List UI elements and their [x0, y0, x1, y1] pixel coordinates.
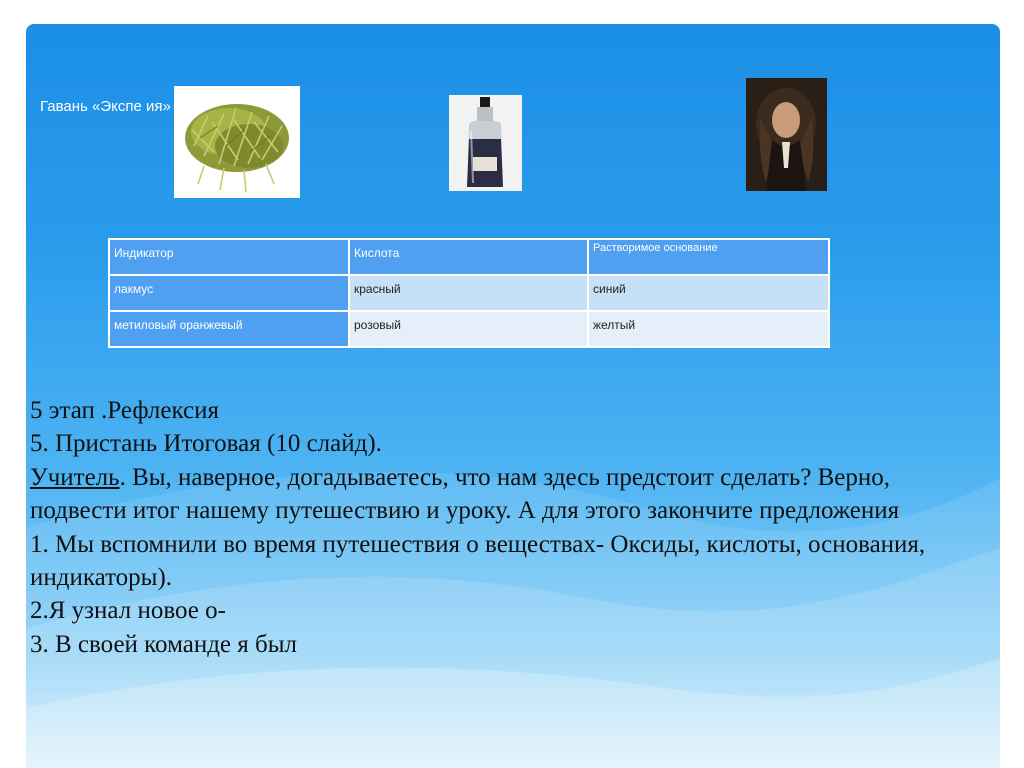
table-cell: синий [588, 275, 829, 311]
stage-title: 5 этап .Рефлексия [30, 397, 219, 424]
list-item: 3. В своей команде я был [30, 630, 298, 658]
table-header-cell: Растворимое основание [588, 239, 829, 275]
slide [26, 24, 1000, 768]
list-item: 2.Я узнал новое о- [30, 597, 226, 625]
portrait-image [746, 78, 827, 191]
table-cell: желтый [588, 311, 829, 347]
indicator-table [108, 238, 830, 348]
table-row [109, 275, 829, 311]
table-cell: розовый [349, 311, 588, 347]
table-header-cell: Кислота [349, 239, 588, 275]
teacher-speech: . Вы, наверное, догадываетесь, что нам здесь предстоит сделать? Верно, подвести итог нашему путешествию и уроку. А для этого закончите предложения [30, 463, 900, 525]
table-cell: красный [349, 275, 588, 311]
teacher-paragraph [30, 461, 990, 528]
table-header-cell: Индикатор [109, 239, 349, 275]
pier-title: 5. Пристань Итоговая (10 слайд). [30, 430, 382, 458]
lichen-image [174, 86, 300, 198]
teacher-label: Учитель [30, 463, 120, 491]
table-header-row [109, 239, 829, 275]
table-cell: метиловый оранжевый [109, 311, 349, 347]
table-cell: лакмус [109, 275, 349, 311]
table-row [109, 311, 829, 347]
litmus-bottle-image [449, 95, 522, 191]
list-item: 1. Мы вспомнили во время путешествия о веществах- Оксиды, кислоты, основания, индикаторы). [30, 530, 926, 592]
slide-heading: Гавань «Экспе ия» [40, 98, 171, 115]
slide-body-text [30, 394, 990, 661]
